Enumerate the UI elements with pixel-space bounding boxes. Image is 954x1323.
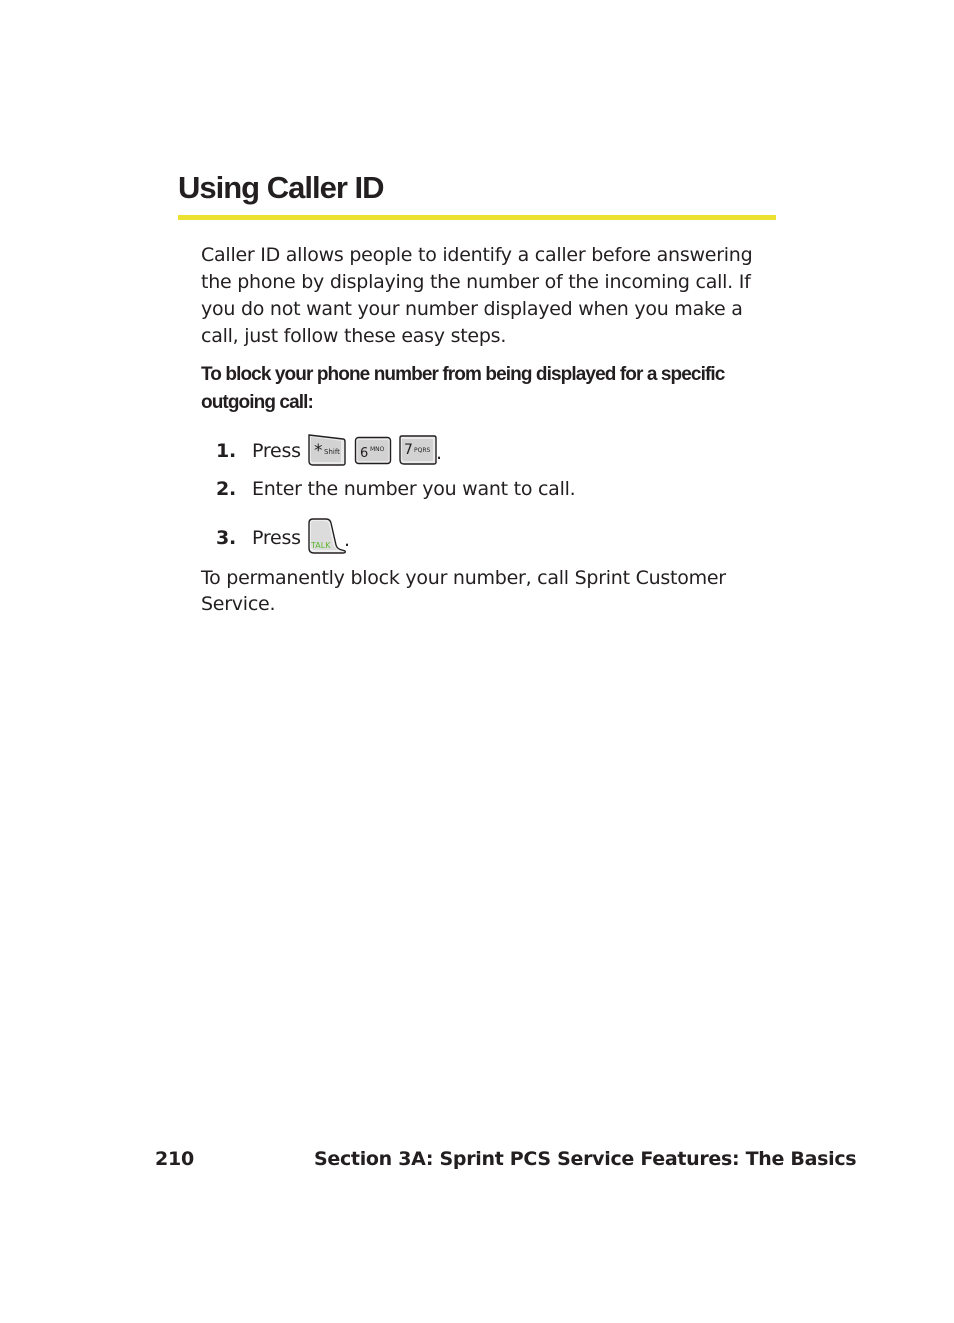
page-title: Using Caller ID: [178, 170, 384, 205]
key-sub-label: Shift: [324, 448, 340, 456]
intro-paragraph: Caller ID allows people to identify a caller before answering the phone by displaying the number of the incoming call. If you do not want your number displayed when you make a call, just follow these easy steps.: [201, 244, 753, 347]
title-rule: [178, 215, 776, 220]
seven-pqrs-key-icon: [398, 434, 438, 466]
step-number: 3.: [216, 527, 236, 549]
star-shift-key-icon: [307, 433, 347, 467]
talk-key-icon: [306, 517, 351, 555]
closing-paragraph: To permanently block your number, call Sprint Customer Service.: [201, 567, 726, 615]
step-text: Enter the number you want to call.: [252, 478, 576, 500]
step-3: [216, 525, 306, 555]
six-mno-key-icon: [354, 436, 392, 465]
key-sub-label: MNO: [370, 446, 385, 453]
step-number: 2.: [216, 478, 236, 500]
key-main-label: *: [314, 441, 323, 461]
key-sub-label: PQRS: [414, 447, 431, 454]
step-text: Press: [252, 440, 301, 462]
key-talk-label: TALK: [311, 541, 331, 550]
key-main-label: 7: [404, 442, 413, 458]
step-3-period: .: [344, 529, 351, 551]
procedure-heading: To block your phone number from being displayed for a specific outgoing call:: [201, 364, 725, 413]
key-main-label: 6: [360, 446, 369, 461]
step-1-period: .: [436, 442, 443, 464]
step-number: 1.: [216, 440, 236, 462]
step-2: [216, 476, 596, 506]
page-number: 210: [155, 1148, 195, 1170]
section-footer: Section 3A: Sprint PCS Service Features: The Basics: [314, 1148, 857, 1170]
step-text: Press: [252, 527, 301, 549]
